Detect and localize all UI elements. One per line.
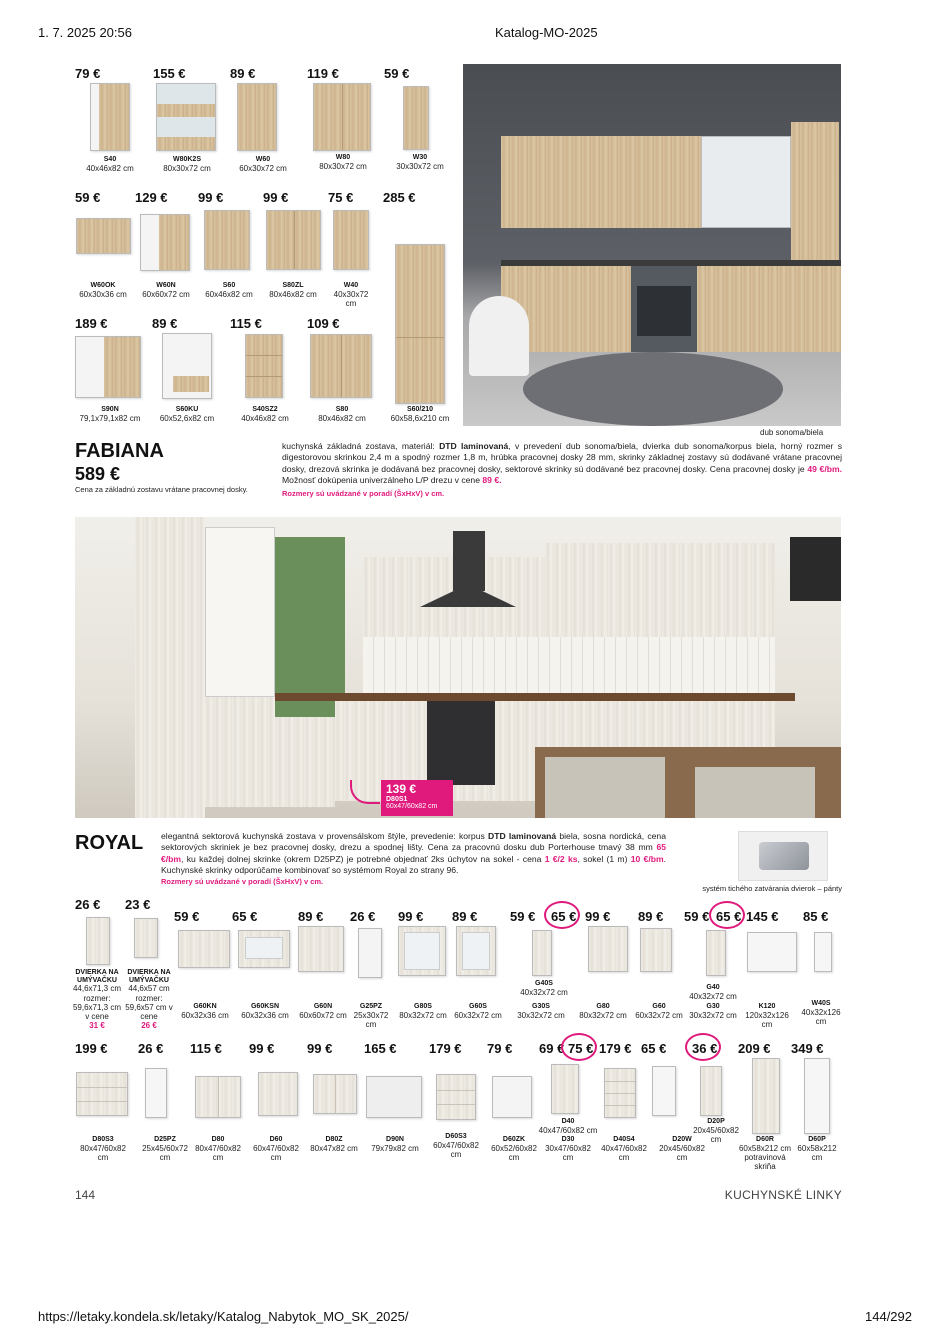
price-w60n: 129 € — [135, 190, 168, 205]
dims-d40s4: 40x47/60x82 cm — [601, 1143, 647, 1162]
fabiana-price: 589 € — [75, 464, 121, 484]
cabinet-s90n-image — [75, 336, 141, 398]
code-g40: G40 — [706, 984, 720, 991]
price-s90n: 189 € — [75, 316, 108, 331]
dims-w80k2s: 80x30x72 cm — [163, 163, 211, 173]
print-datetime: 1. 7. 2025 20:56 — [38, 25, 132, 40]
cabinet-d80-image — [195, 1076, 241, 1118]
print-page-count: 144/292 — [865, 1309, 912, 1324]
cabinet-d60s3-image — [436, 1074, 476, 1120]
price-d60p: 349 € — [791, 1041, 824, 1056]
dims-d60: 60x47/60x82 cm — [253, 1143, 299, 1162]
door-1-image — [86, 917, 110, 965]
dims-d80s3: 80x47/60x82 cm — [80, 1143, 126, 1162]
price-g30s: 59 € — [510, 909, 536, 924]
dims-d40: 40x47/60x82 cm — [538, 1125, 598, 1135]
cabinet-s40-image — [90, 83, 130, 151]
door-2-sub-price: 26 € — [141, 1021, 157, 1031]
dims-s40sz2: 40x46x82 cm — [241, 413, 289, 423]
price-d20w: 65 € — [641, 1041, 667, 1056]
price-s60: 99 € — [198, 190, 224, 205]
fabiana-kitchen-photo — [463, 64, 841, 426]
dims-g40: 40x32x72 cm — [689, 991, 737, 1001]
price-d60zk: 79 € — [487, 1041, 513, 1056]
code-g30s: G30S — [532, 1003, 550, 1010]
page-url[interactable]: https://letaky.kondela.sk/letaky/Katalog_Nabytok_MO_SK_2025/ — [38, 1309, 409, 1324]
price-d60s3: 179 € — [429, 1041, 462, 1056]
dims-g60ksn: 60x32x36 cm — [241, 1010, 289, 1020]
royal-dims-note: Rozmery sú uvádzané v poradí (ŠxHxV) v cm. — [161, 877, 324, 886]
price-g60ksn: 65 € — [232, 909, 258, 924]
code-d80: D80 — [211, 1136, 225, 1143]
dims-w60: 60x30x72 cm — [239, 163, 287, 173]
code-g60n: G60N — [313, 1003, 333, 1010]
page-number: 144 — [75, 1188, 96, 1202]
fabiana-dims-note: Rozmery sú uvádzané v poradí (ŠxHxV) v cm. — [282, 489, 445, 498]
cabinet-g60kn-image — [178, 930, 230, 968]
code-g60s: G60S — [469, 1003, 487, 1010]
price-g40: 65 € — [716, 909, 742, 924]
cabinet-w60ok-image — [76, 218, 131, 254]
price-g80: 99 € — [585, 909, 611, 924]
dims-g30: 30x32x72 cm — [689, 1010, 737, 1020]
code-d30: D30 — [561, 1136, 575, 1143]
cabinet-d60zk-image — [492, 1076, 532, 1118]
dims-d60s3: 60x47/60x82 cm — [433, 1140, 479, 1159]
cabinet-k120-image — [747, 932, 797, 972]
code-g60ksn: G60KSN — [250, 1003, 279, 1010]
cabinet-g40s-image — [532, 930, 552, 976]
code-d60p: D60P — [808, 1136, 826, 1143]
code-door-1: DVIERKA NA UMÝVAČKU — [75, 969, 119, 984]
code-d80z: D80Z — [325, 1136, 343, 1143]
code-g30: G30 — [706, 1003, 720, 1010]
cabinet-d60-image — [258, 1072, 298, 1116]
price-s80: 109 € — [307, 316, 340, 331]
cabinet-s60-image — [204, 210, 250, 270]
cabinet-d20p-image — [700, 1066, 722, 1116]
door-2-image — [134, 918, 158, 958]
code-w40s: W40S — [811, 1000, 831, 1007]
badge-price: 139 € — [386, 782, 417, 796]
highlight-circle-d20p — [685, 1033, 721, 1061]
cabinet-w40-image — [333, 210, 369, 270]
code-w60: W60 — [255, 156, 271, 163]
cabinet-d40s4-image — [604, 1068, 636, 1118]
cabinet-d40-image — [551, 1064, 579, 1114]
highlight-circle-g40 — [709, 901, 745, 929]
dims-w60n: 60x60x72 cm — [142, 289, 190, 299]
code-s40: S40 — [103, 156, 117, 163]
price-w60ok: 59 € — [75, 190, 101, 205]
code-g60kn: G60KN — [193, 1003, 217, 1010]
price-g25pz: 26 € — [350, 909, 376, 924]
code-d20p: D20P — [707, 1118, 725, 1125]
code-w30: W30 — [412, 154, 428, 161]
code-d20w: D20W — [672, 1136, 692, 1143]
dims-d60r: 60x58x212 cm potravinová skriňa — [738, 1143, 792, 1172]
fabiana-description: kuchynská základná zostava, materiál: DTD laminovaná, v prevedení dub sonoma/biela, dvierka dub sonoma/korpus biela, horný rozmer s digestorovou skrinkou 2,4 m a spodný rozmer 1,8 m, hrúbka pracovnej dosky 28 mm, skrinky základnej zostavy sú dodávané vrátane pracovnej dosky, drezová skrinka je dodávaná bez pracovnej dosky, sektorové skrinky sú dodávané bez pracovnej dosky. Cena pracovnej dosky je 49 €/bm. Možnosť dokúpenia univerzálneho L/P drezu v cene 89 €. — [282, 441, 842, 486]
code-g60: G60 — [652, 1003, 666, 1010]
cabinet-s60ku-image — [162, 333, 212, 399]
price-d90n: 165 € — [364, 1041, 397, 1056]
price-door-1: 26 € — [75, 897, 101, 912]
cabinet-g60-image — [640, 928, 672, 972]
dims-w40s: 40x32x126 cm — [801, 1007, 841, 1026]
price-s60-210: 285 € — [383, 190, 416, 205]
royal-kitchen-photo — [75, 517, 841, 818]
code-d25pz: D25PZ — [154, 1136, 176, 1143]
cabinet-d90n-image — [366, 1076, 422, 1118]
section-title: KUCHYNSKÉ LINKY — [724, 1188, 842, 1202]
code-d90n: D90N — [386, 1136, 404, 1143]
dims-d60p: 60x58x212 cm — [797, 1143, 837, 1162]
dims-d20w: 20x45/60x82 cm — [659, 1143, 705, 1162]
dims-d20p: 20x45/60x82 cm — [693, 1125, 739, 1144]
cabinet-w60-image — [237, 83, 277, 151]
dims-s60ku: 60x52,6x82 cm — [159, 413, 215, 423]
dims-s90n: 79,1x79,1x82 cm — [79, 413, 141, 423]
price-d60: 99 € — [249, 1041, 275, 1056]
cabinet-g60s-image — [456, 926, 496, 976]
price-d40: 75 € — [568, 1041, 594, 1056]
price-s80zl: 99 € — [263, 190, 289, 205]
code-w80: W80 — [335, 154, 351, 161]
fabiana-price-note: Cena za základnú zostavu vrátane pracovnej dosky. — [75, 485, 248, 494]
document-title: Katalog-MO-2025 — [495, 25, 598, 40]
price-k120: 145 € — [746, 909, 779, 924]
cabinet-d80z-image — [313, 1074, 357, 1114]
dims-d25pz: 25x45/60x72 cm — [142, 1143, 188, 1162]
cabinet-d25pz-image — [145, 1068, 167, 1118]
dims-g60kn: 60x32x36 cm — [181, 1010, 229, 1020]
code-s90n: S90N — [101, 406, 119, 413]
cabinet-d80s3-image — [76, 1072, 128, 1116]
price-g40s: 65 € — [551, 909, 577, 924]
code-d40: D40 — [561, 1118, 575, 1125]
price-w30: 59 € — [384, 66, 410, 81]
price-w40s: 85 € — [803, 909, 829, 924]
price-d40s4: 179 € — [599, 1041, 632, 1056]
royal-price-badge — [381, 780, 453, 816]
cabinet-d60p-image — [804, 1058, 830, 1134]
price-d80z: 99 € — [307, 1041, 333, 1056]
price-w40: 75 € — [328, 190, 354, 205]
price-g60n: 89 € — [298, 909, 324, 924]
cabinet-w80-image — [313, 83, 371, 151]
code-g80: G80 — [596, 1003, 610, 1010]
dims-w30: 30x30x72 cm — [396, 161, 444, 171]
cabinet-s40sz2-image — [245, 334, 283, 398]
fabiana-photo-caption: dub sonoma/biela — [760, 428, 824, 437]
dims-s60-210: 60x58,6x210 cm — [390, 413, 450, 423]
dims-d80: 80x47/60x82 cm — [195, 1143, 241, 1162]
dims-d90n: 79x79x82 cm — [371, 1143, 419, 1153]
cabinet-d20w-image — [652, 1066, 676, 1116]
price-g80s: 99 € — [398, 909, 424, 924]
cabinet-s80-image — [310, 334, 372, 398]
cabinet-g80s-image — [398, 926, 446, 976]
dims-g60s: 60x32x72 cm — [454, 1010, 502, 1020]
code-g40s: G40S — [535, 980, 553, 987]
code-s60ku: S60KU — [175, 406, 199, 413]
price-d20p: 36 € — [692, 1041, 718, 1056]
code-w60n: W60N — [156, 282, 176, 289]
code-s60: S60 — [222, 282, 236, 289]
price-g60: 89 € — [638, 909, 664, 924]
cabinet-w60n-image — [140, 214, 190, 271]
dims-w80: 80x30x72 cm — [319, 161, 367, 171]
code-s80: S80 — [335, 406, 349, 413]
price-s40sz2: 115 € — [230, 316, 262, 331]
code-d40s4: D40S4 — [613, 1136, 635, 1143]
dims-door-1: 44,6x71,3 cm rozmer: 59,6x71,3 cm v cene — [72, 984, 122, 1021]
dims-w60ok: 60x30x36 cm — [79, 289, 127, 299]
dims-g30s: 30x32x72 cm — [517, 1010, 565, 1020]
badge-code: D80S1 — [386, 796, 408, 803]
cabinet-s80zl-image — [266, 210, 321, 270]
code-g25pz: G25PZ — [359, 1003, 383, 1010]
badge-dims: 60x47/60x82 cm — [386, 803, 438, 810]
code-g80s: G80S — [414, 1003, 432, 1010]
dims-s80zl: 80x46x82 cm — [269, 289, 317, 299]
highlight-circle-d40 — [561, 1033, 597, 1061]
dims-w40: 40x30x72 cm — [333, 289, 369, 308]
price-w80: 119 € — [307, 66, 339, 81]
price-d80: 115 € — [190, 1041, 222, 1056]
price-d60r: 209 € — [738, 1041, 771, 1056]
code-w80k2s: W80K2S — [172, 156, 201, 163]
royal-title: ROYAL — [75, 832, 144, 854]
dims-door-2: 44,6x57 cm rozmer: 59,6x57 cm v cene — [125, 984, 173, 1021]
royal-description: elegantná sektorová kuchynská zostava v provensálskom štýle, prevedenie: korpus DTD laminovaná biela, sosna nordická, cena sektorových skriniek je bez pracovnej dosky, drezu a spodnej lišty. Cena za pracovnú dosku dub Porterhouse tmavý 38 mm 65 €/bm, ku každej dolnej skrinke (okrem D25PZ) je potrebné objednať 2ks úchytov na sokel - cena 1 €/2 ks, sokel (1 m) 10 €/bm. Kuchynské skrinky odporúčame kombinovať so systémom Royal zo strany 96. — [161, 831, 666, 876]
dims-g60: 60x32x72 cm — [635, 1010, 683, 1020]
price-s40: 79 € — [75, 66, 101, 81]
price-d25pz: 26 € — [138, 1041, 164, 1056]
cabinet-g60ksn-image — [238, 930, 290, 968]
code-d80s3: D80S3 — [92, 1136, 114, 1143]
code-w40: W40 — [343, 282, 359, 289]
cabinet-g80-image — [588, 926, 628, 972]
door-1-sub-price: 31 € — [89, 1021, 105, 1031]
dims-d60zk: 60x52/60x82 cm — [491, 1143, 537, 1162]
dims-g25pz: 25x30x72 cm — [353, 1010, 389, 1029]
dims-d30: 30x47/60x82 cm — [545, 1143, 591, 1162]
price-w80k2s: 155 € — [153, 66, 186, 81]
cabinet-g60n-image — [298, 926, 344, 972]
dims-s40: 40x46x82 cm — [86, 163, 134, 173]
fabiana-title: FABIANA — [75, 440, 164, 462]
hinge-caption: systém tichého zatvárania dvierok – pánty — [702, 884, 842, 893]
cabinet-w80k2s-image — [156, 83, 216, 151]
code-s60-210: S60/210 — [406, 406, 434, 413]
dims-k120: 120x32x126 cm — [745, 1010, 789, 1029]
code-door-2: DVIERKA NA UMÝVAČKU — [127, 969, 171, 984]
cabinet-d60r-image — [752, 1058, 780, 1134]
highlight-circle-g40s — [544, 901, 580, 929]
code-s40sz2: S40SZ2 — [252, 406, 278, 413]
cabinet-w30-image — [403, 86, 429, 150]
price-w60: 89 € — [230, 66, 256, 81]
price-d30: 69 € — [539, 1041, 565, 1056]
code-s80zl: S80ZL — [282, 282, 304, 289]
dims-g40s: 40x32x72 cm — [520, 987, 568, 997]
price-g60s: 89 € — [452, 909, 478, 924]
code-d60zk: D60ZK — [502, 1136, 526, 1143]
cabinet-g25pz-image — [358, 928, 382, 978]
code-k120: K120 — [758, 1003, 776, 1010]
code-d60s3: D60S3 — [445, 1133, 467, 1140]
dims-d80z: 80x47x82 cm — [310, 1143, 358, 1153]
code-w60ok: W60OK — [90, 282, 116, 289]
price-door-2: 23 € — [125, 897, 151, 912]
price-g60kn: 59 € — [174, 909, 200, 924]
cabinet-w40s-image — [814, 932, 832, 972]
dims-g80: 80x32x72 cm — [579, 1010, 627, 1020]
cabinet-g40-image — [706, 930, 726, 976]
price-s60ku: 89 € — [152, 316, 178, 331]
code-d60: D60 — [269, 1136, 283, 1143]
code-d60r: D60R — [756, 1136, 774, 1143]
hinge-image — [738, 831, 828, 881]
cabinet-s60-210-image — [395, 244, 445, 404]
price-d80s3: 199 € — [75, 1041, 108, 1056]
price-g30: 59 € — [684, 909, 710, 924]
dims-s80: 80x46x82 cm — [318, 413, 366, 423]
dims-s60: 60x46x82 cm — [205, 289, 253, 299]
dims-g60n: 60x60x72 cm — [299, 1010, 347, 1020]
dims-g80s: 80x32x72 cm — [399, 1010, 447, 1020]
